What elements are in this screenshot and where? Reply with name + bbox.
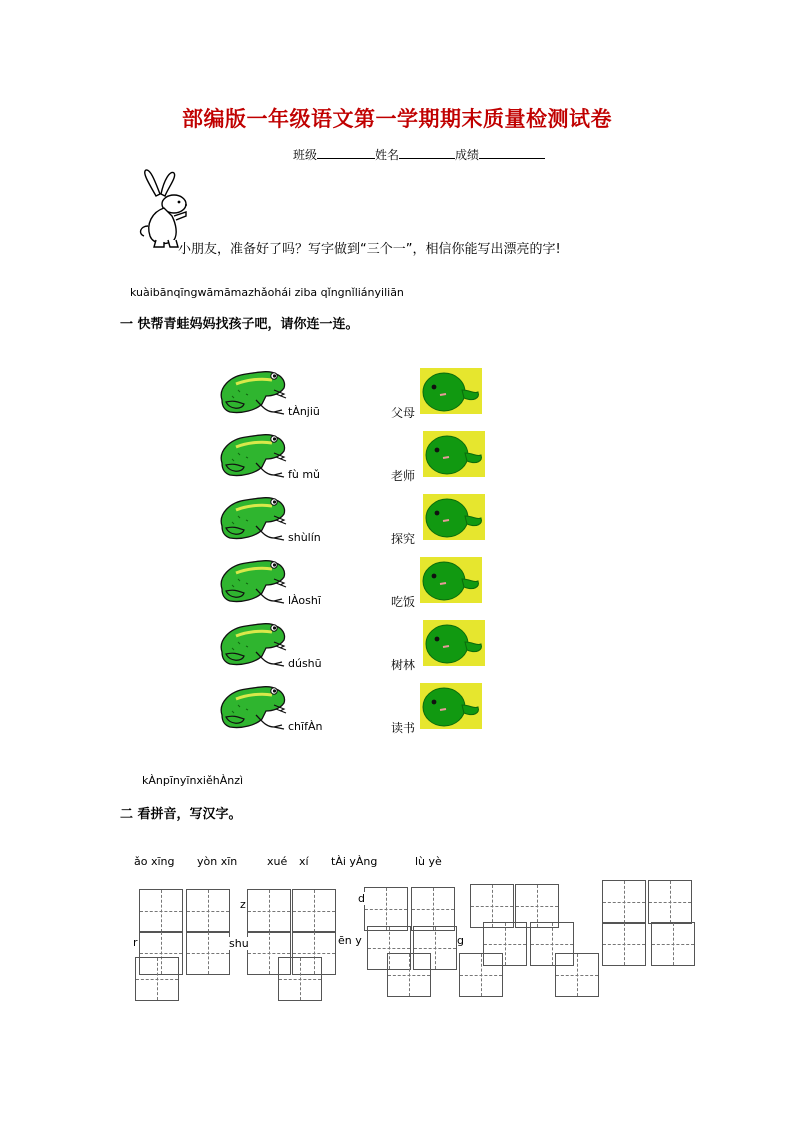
writing-cell[interactable]	[139, 889, 183, 933]
pinyin-item: yòn xīn	[197, 855, 238, 868]
writing-cell[interactable]	[555, 953, 599, 997]
writing-cell[interactable]	[648, 880, 692, 924]
tadpole-hanzi-label[interactable]: 父母	[391, 406, 416, 420]
tadpole-icon	[423, 494, 485, 540]
intro-text: 小朋友，准备好了吗？写字做到“三个一”，相信你能写出漂亮的字!	[178, 242, 561, 257]
writing-cell[interactable]	[186, 889, 230, 933]
pinyin-fragment: z	[240, 898, 246, 911]
writing-cell[interactable]	[364, 887, 408, 931]
tadpole-hanzi-label[interactable]: 老师	[391, 469, 416, 483]
class-label: 班级	[293, 148, 318, 162]
tadpole-hanzi-label[interactable]: 读书	[391, 721, 416, 735]
score-label: 成绩	[455, 148, 480, 162]
score-field[interactable]	[479, 146, 545, 159]
name-field[interactable]	[399, 146, 455, 159]
section2-pinyin: kÀnpīnyīnxiěhÀnzì	[142, 774, 244, 787]
tadpole-hanzi-label[interactable]: 树林	[391, 658, 416, 672]
frog-icon	[216, 675, 288, 731]
writing-cell[interactable]	[186, 931, 230, 975]
class-field[interactable]	[317, 146, 375, 159]
frog-pinyin-label[interactable]: lÀoshī	[288, 594, 321, 607]
section1-heading: 一 快帮青蛙妈妈找孩子吧，请你连一连。	[120, 317, 359, 332]
frog-pinyin-label[interactable]: tÀnjiū	[288, 405, 320, 418]
frog-icon	[216, 486, 288, 542]
student-info-line	[293, 146, 545, 163]
frog-pinyin-label[interactable]: shùlín	[288, 531, 321, 544]
writing-cell[interactable]	[411, 887, 455, 931]
frog-icon	[216, 423, 288, 479]
tadpole-icon	[420, 557, 482, 603]
pinyin-item: lù yè	[415, 855, 442, 868]
intro-pinyin: kuàibānqīngwāmāmazhǎohái ziba qǐngnǐliányiliān	[130, 286, 404, 299]
tadpole-icon	[423, 431, 485, 477]
pinyin-fragment: shu	[229, 937, 249, 950]
frog-icon	[216, 549, 288, 605]
writing-cell[interactable]	[459, 953, 503, 997]
tadpole-icon	[420, 368, 482, 414]
name-label: 姓名	[375, 148, 400, 162]
tadpole-icon	[420, 683, 482, 729]
pinyin-fragment: r	[133, 936, 138, 949]
writing-cell[interactable]	[247, 889, 291, 933]
writing-cell[interactable]	[135, 957, 179, 1001]
pinyin-fragment: d	[358, 892, 365, 905]
writing-cell[interactable]	[651, 922, 695, 966]
pinyin-item: ǎo xīng	[134, 855, 175, 868]
page-title: 部编版一年级语文第一学期期末质量检测试卷	[182, 107, 612, 131]
frog-icon	[216, 360, 288, 416]
writing-cell[interactable]	[278, 957, 322, 1001]
writing-cell[interactable]	[602, 922, 646, 966]
section2-heading: 二 看拼音，写汉字。	[120, 807, 242, 822]
pinyin-item: tÀi yÀng	[331, 855, 378, 868]
tadpole-hanzi-label[interactable]: 探究	[391, 532, 416, 546]
frog-pinyin-label[interactable]: chīfÀn	[288, 720, 323, 733]
pinyin-fragment: ēn y	[338, 934, 362, 947]
frog-pinyin-label[interactable]: fù mǔ	[288, 468, 321, 481]
frog-pinyin-label[interactable]: dúshū	[288, 657, 322, 670]
writing-cell[interactable]	[292, 889, 336, 933]
pinyin-item: xué	[267, 855, 288, 868]
pinyin-item: xí	[299, 855, 309, 868]
writing-cell[interactable]	[387, 953, 431, 997]
pinyin-fragment: g	[457, 934, 464, 947]
tadpole-hanzi-label[interactable]: 吃饭	[391, 595, 416, 609]
tadpole-icon	[423, 620, 485, 666]
writing-cell[interactable]	[602, 880, 646, 924]
frog-icon	[216, 612, 288, 668]
